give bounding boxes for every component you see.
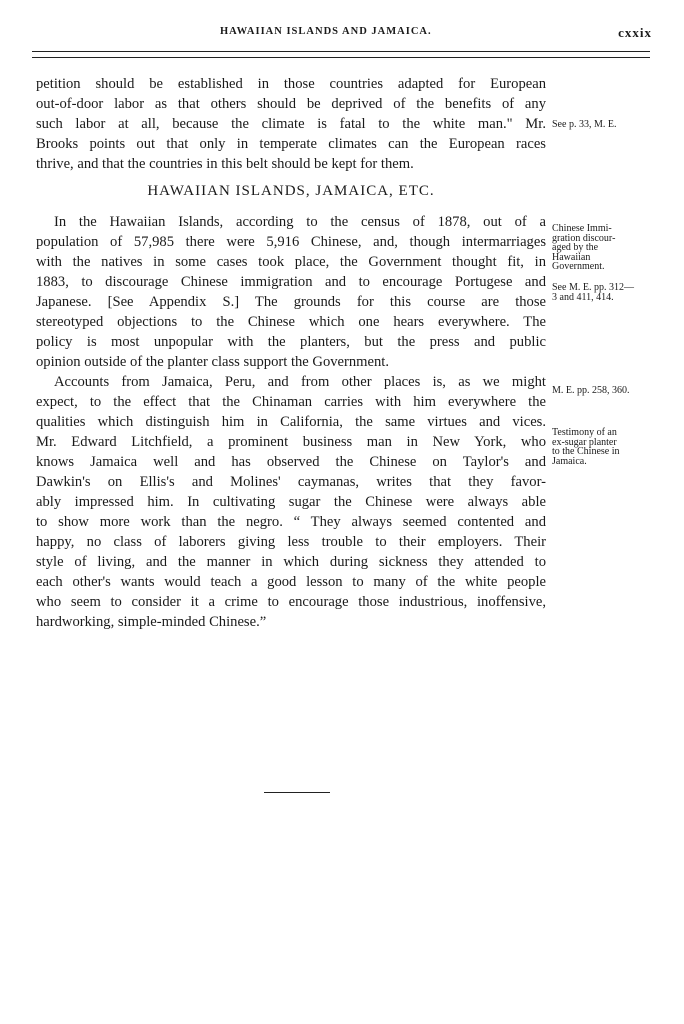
text-line: In the Hawaiian Islands, according to the census of 1878, out of a	[54, 214, 546, 230]
header-rule-top	[32, 51, 650, 52]
margin-note-line: 3 and 411, 414.	[552, 291, 614, 303]
margin-note-line: aged by the	[552, 242, 599, 253]
text-line: ably impressed him. In cultivating sugar the Chinese were always able	[36, 494, 546, 510]
page-number: cxxix	[618, 25, 652, 40]
running-head	[0, 26, 684, 42]
text-line: policy is most unpopular with the planters, but the press and public	[36, 334, 546, 350]
paragraph-jamaica	[36, 372, 546, 632]
text-line: Japanese. [See Appendix S.] The grounds for this course are those	[36, 294, 546, 310]
text-line: hardworking, simple-minded Chinese.”	[36, 614, 267, 630]
margin-note-line: M. E. pp. 258, 360.	[552, 385, 630, 396]
margin-note-line: See p. 33, M. E.	[552, 119, 617, 130]
text-line: qualities which distinguish him in California, the same virtues and vices.	[36, 414, 546, 430]
margin-note-line: ex-sugar planter	[552, 436, 617, 448]
text-line: stereotyped objections to the Chinese which one hears everywhere. The	[36, 314, 546, 330]
margin-note-line: See M. E. pp. 312—	[552, 282, 634, 293]
running-title: HAWAIIAN ISLANDS AND JAMAICA.	[220, 26, 432, 37]
margin-note-reference	[552, 120, 664, 130]
paragraph-hawaiian-islands	[36, 212, 546, 372]
section-heading: HAWAIIAN ISLANDS, JAMAICA, ETC.	[147, 183, 435, 199]
text-line: expect, to the effect that the Chinaman carries with him everywhere the	[36, 394, 546, 410]
text-line: Mr. Edward Litchfield, a prominent business man in New York, who	[36, 434, 546, 450]
paragraph-continuation	[36, 74, 546, 174]
text-line: knows Jamaica well and has observed the Chinese on Taylor's and	[36, 454, 546, 470]
text-line: out-of-door labor as that others should be deprived of the benefits of any	[36, 96, 546, 112]
text-line: Brooks points out that only in temperate climates can the European races	[36, 136, 546, 152]
margin-note-line: Government.	[552, 261, 605, 272]
text-line: Accounts from Jamaica, Peru, and from other places is, as we might	[54, 374, 546, 390]
margin-note-line: Jamaica.	[552, 455, 587, 467]
text-line: such labor at all, because the climate is fatal to the white man." Mr.	[36, 116, 546, 132]
header-rule-bottom	[32, 57, 650, 58]
text-line: who seem to consider it a crime to encourage those industrious, inoffensive,	[36, 594, 546, 610]
body-text	[36, 74, 546, 632]
margin-note-reference	[552, 283, 664, 302]
text-line: population of 57,985 there were 5,916 Chinese, and, though intermarriages	[36, 234, 546, 250]
text-line: each other's wants would teach a good lesson to many of the white people	[36, 574, 546, 590]
margin-note-line: Chinese Immi-	[552, 223, 612, 234]
text-line: thrive, and that the countries in this belt should be kept for them.	[36, 156, 414, 172]
text-line: style of living, and the manner in which during sickness they attended to	[36, 554, 546, 570]
margin-note-line: gration discour-	[552, 232, 616, 244]
text-line: happy, no class of laborers giving less trouble to their employers. Their	[36, 534, 546, 550]
margin-note-line: Testimony of an	[552, 427, 617, 438]
text-line: with the natives in some cases took place, the Government thought fit, in	[36, 254, 546, 270]
end-rule	[264, 792, 330, 793]
margin-note-chinese-immigration	[552, 224, 664, 272]
text-line: petition should be established in those countries adapted for European	[36, 76, 546, 92]
margin-note-testimony	[552, 428, 664, 466]
text-line: opinion outside of the planter class support the Government.	[36, 354, 390, 370]
margin-note-reference	[552, 386, 664, 396]
text-line: Dawkin's on Ellis's and Molines' caymanas, writes that they favor-	[36, 474, 546, 490]
margin-note-line: to the Chinese in	[552, 446, 620, 457]
text-line: 1883, to discourage Chinese immigration and to encourage Portugese and	[36, 274, 546, 290]
text-line: to show more work than the negro. “ They always seemed contented and	[36, 514, 546, 530]
margin-note-line: Hawaiian	[552, 251, 591, 263]
